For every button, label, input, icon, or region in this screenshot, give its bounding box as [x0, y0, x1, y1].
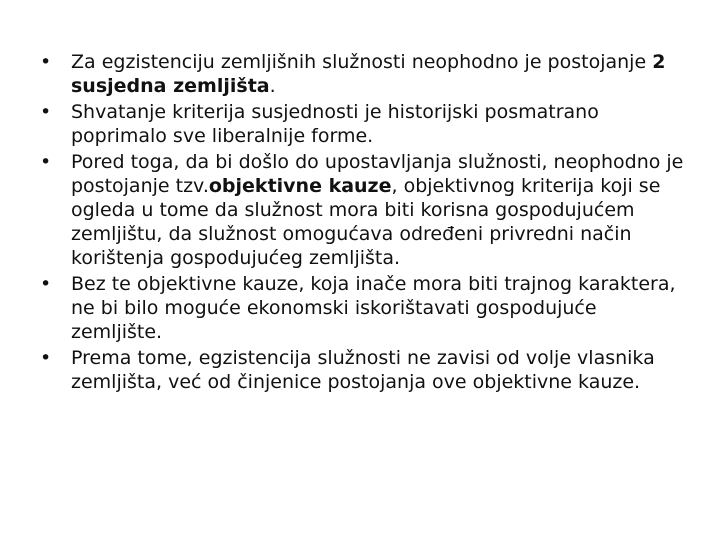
text-segment: Prema tome, egzistencija služnosti ne zavisi od volje vlasnika zemljišta, već od činjenice postojanja ove objektivne kauze. — [71, 347, 655, 393]
text-segment: Pored toga, da bi došlo do upostavljanja služnosti, neophodno je postojanje tzv. — [71, 151, 684, 197]
bold-segment: objektivne kauze — [208, 175, 392, 197]
bullet-dot-icon: • — [40, 101, 52, 123]
bullet-item-4 — [40, 272, 690, 344]
text-segment: Shvatanje kriterija susjednosti je historijski posmatrano poprimalo sve liberalnije forme. — [71, 101, 599, 147]
bullet-text-4 — [71, 273, 676, 343]
text-segment: , objektivnog kriterija koji se ogleda u tome da služnost mora biti korisna gospodujućem zemljištu, da služnost omogućava određeni privredni način korištenja gospodujućeg zemljišta. — [71, 175, 661, 269]
bullet-item-5 — [40, 346, 690, 394]
text-segment: Bez te objektivne kauze, koja inače mora biti trajnog karaktera, ne bi bilo moguće ekonomski iskorištavati gospodujuće zemljište. — [71, 273, 676, 343]
bullet-text-1 — [71, 51, 665, 97]
bullet-dot-icon: • — [40, 273, 52, 295]
text-segment: Za egzistenciju zemljišnih služnosti neophodno je postojanje — [71, 51, 653, 73]
bullet-text-2 — [71, 101, 599, 147]
bullet-text-5 — [71, 347, 655, 393]
bold-segment: 2 susjedna zemljišta — [71, 51, 666, 97]
bullet-dot-icon: • — [40, 151, 52, 173]
bullet-item-3 — [40, 150, 690, 270]
bullet-dot-icon: • — [40, 347, 52, 369]
bullet-list — [40, 50, 690, 396]
bullet-item-1 — [40, 50, 690, 98]
bullet-text-3 — [71, 151, 683, 269]
text-segment: . — [269, 75, 276, 97]
bullet-dot-icon: • — [40, 51, 52, 73]
bullet-item-2 — [40, 100, 690, 148]
